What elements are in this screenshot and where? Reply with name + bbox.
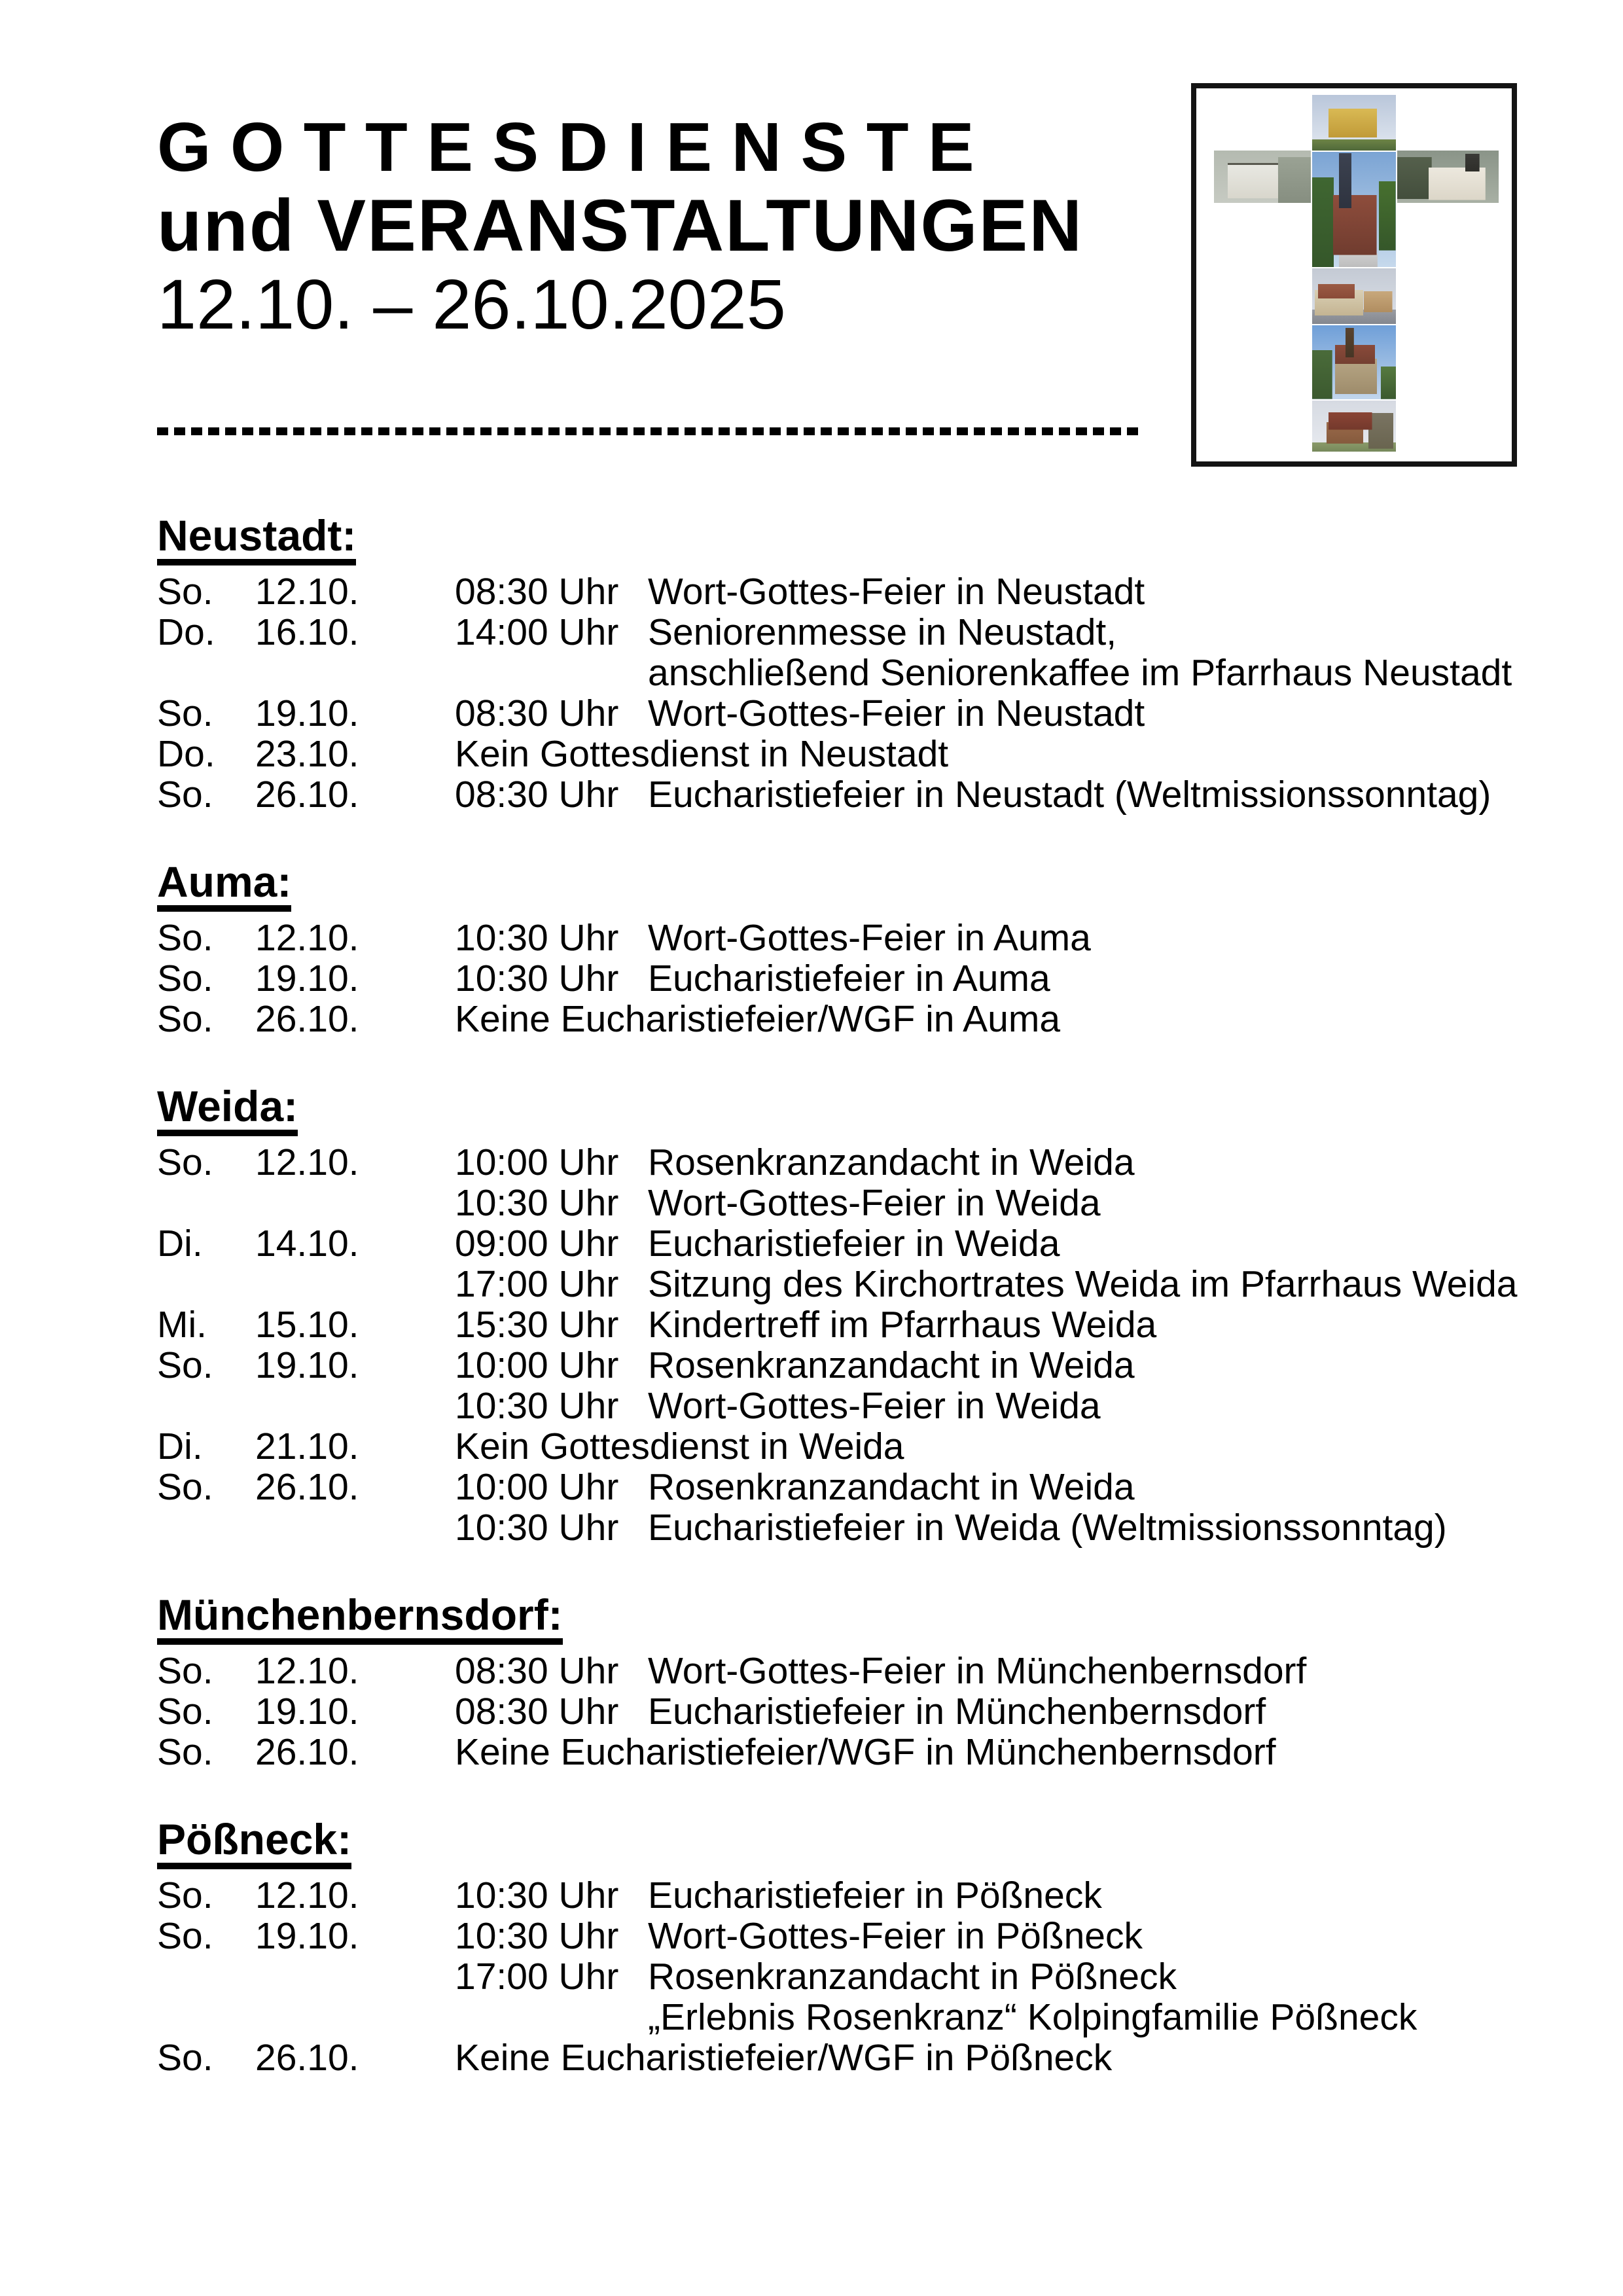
row-time: 17:00 Uhr	[455, 1263, 619, 1305]
row-date: 16.10.	[255, 611, 359, 653]
row-day: So.	[157, 958, 213, 999]
row-day: So.	[157, 1874, 213, 1916]
section-poessneck	[157, 1815, 1623, 2079]
row-time	[455, 1997, 648, 2037]
row-date: 23.10.	[255, 733, 359, 775]
row-text: Rosenkranzandacht in Pößneck	[648, 1956, 1177, 1998]
row-text: Kindertreff im Pfarrhaus Weida	[648, 1304, 1157, 1346]
row-date: 12.10.	[255, 1650, 359, 1692]
section-muenchenbernsdorf	[157, 1590, 1623, 1773]
row-time: 10:30 Uhr	[455, 1507, 619, 1549]
section-heading-label: Münchenbernsdorf:	[157, 1593, 563, 1645]
section-heading-label: Weida:	[157, 1085, 298, 1136]
row-date	[255, 1386, 455, 1426]
section-rows	[157, 1875, 1623, 2078]
row-date: 15.10.	[255, 1304, 359, 1346]
row-day	[157, 1183, 255, 1223]
row-day	[157, 1997, 255, 2037]
row-day: Do.	[157, 611, 215, 653]
row-text: Wort-Gottes-Feier in Pößneck	[648, 1915, 1143, 1957]
section-rows	[157, 1142, 1623, 1548]
photo-market-street	[1312, 268, 1396, 324]
row-time: 08:30 Uhr	[455, 692, 619, 734]
row-day: So.	[157, 1650, 213, 1692]
row-text: Rosenkranzandacht in Weida	[648, 1344, 1135, 1386]
row-day: So.	[157, 2037, 213, 2079]
row-day: Do.	[157, 733, 215, 775]
row-time: 10:30 Uhr	[455, 958, 619, 999]
row-text: Sitzung des Kirchortrates Weida im Pfarrhaus Weida	[648, 1263, 1518, 1305]
row-date: 26.10.	[255, 1731, 359, 1773]
row-day: Di.	[157, 1223, 203, 1265]
section-heading-label: Auma:	[157, 860, 291, 912]
row-day: So.	[157, 917, 213, 959]
row-text: Eucharistiefeier in Münchenbernsdorf	[648, 1691, 1266, 1732]
row-text: Eucharistiefeier in Pößneck	[648, 1874, 1102, 1916]
row-day: So.	[157, 1691, 213, 1732]
section-heading-label: Neustadt:	[157, 514, 356, 565]
dashed-divider	[157, 427, 1140, 435]
photo-half-timbered-house	[1214, 151, 1311, 203]
row-text: Rosenkranzandacht in Weida	[648, 1466, 1135, 1508]
row-time: 17:00 Uhr	[455, 1956, 619, 1998]
title-line-veranstaltungen: und VERANSTALTUNGEN	[157, 185, 1084, 266]
row-date: 26.10.	[255, 1466, 359, 1508]
row-time: 10:30 Uhr	[455, 1915, 619, 1957]
title-date-range: 12.10. – 26.10.2025	[157, 264, 786, 344]
section-rows	[157, 918, 1623, 1039]
row-time: 08:30 Uhr	[455, 1691, 619, 1732]
row-text: Seniorenmesse in Neustadt,	[648, 611, 1117, 653]
row-date: 12.10.	[255, 571, 359, 613]
row-day: Di.	[157, 1426, 203, 1467]
row-text: Keine Eucharistiefeier/WGF in Münchenbernsdorf	[455, 1731, 1276, 1773]
row-time: 10:30 Uhr	[455, 1385, 619, 1427]
row-day: So.	[157, 1731, 213, 1773]
row-time: 10:00 Uhr	[455, 1344, 619, 1386]
row-time: 10:30 Uhr	[455, 1182, 619, 1224]
section-weida	[157, 1082, 1623, 1549]
row-day	[157, 1264, 255, 1304]
row-day	[157, 1386, 255, 1426]
row-day: So.	[157, 774, 213, 816]
section-heading-label: Pößneck:	[157, 1818, 351, 1869]
section-heading-poessneck	[157, 1815, 1623, 1869]
section-heading-muenchenbernsdorf	[157, 1590, 1623, 1645]
row-text: Eucharistiefeier in Auma	[648, 958, 1050, 999]
row-date	[255, 1183, 455, 1223]
row-date: 19.10.	[255, 1915, 359, 1957]
row-day: Mi.	[157, 1304, 207, 1346]
row-time: 09:00 Uhr	[455, 1223, 619, 1265]
row-date: 26.10.	[255, 774, 359, 816]
row-text: Rosenkranzandacht in Weida	[648, 1141, 1135, 1183]
section-heading-weida	[157, 1082, 1623, 1136]
row-time: 10:00 Uhr	[455, 1466, 619, 1508]
row-text: Wort-Gottes-Feier in Auma	[648, 917, 1091, 959]
row-text: Wort-Gottes-Feier in Weida	[648, 1385, 1101, 1427]
row-date: 14.10.	[255, 1223, 359, 1265]
row-day: So.	[157, 1141, 213, 1183]
row-date	[255, 1956, 455, 1997]
row-day: So.	[157, 692, 213, 734]
row-date: 12.10.	[255, 1874, 359, 1916]
row-text: anschließend Seniorenkaffee im Pfarrhaus Neustadt	[648, 652, 1512, 694]
title-line-gottesdienste: G O T T E S D I E N S T E	[157, 109, 974, 186]
row-time	[455, 653, 648, 693]
row-day	[157, 1956, 255, 1997]
row-text: Keine Eucharistiefeier/WGF in Pößneck	[455, 2037, 1113, 2079]
row-date: 26.10.	[255, 2037, 359, 2079]
row-date	[255, 653, 455, 693]
row-date	[255, 1507, 455, 1548]
row-date: 26.10.	[255, 998, 359, 1040]
section-auma	[157, 857, 1623, 1040]
row-time: 08:30 Uhr	[455, 571, 619, 613]
photo-bell-tower-building	[1397, 151, 1499, 203]
section-rows	[157, 571, 1623, 815]
photo-autumn-church	[1312, 401, 1396, 452]
row-day: So.	[157, 1915, 213, 1957]
row-date: 19.10.	[255, 1691, 359, 1732]
row-date: 19.10.	[255, 1344, 359, 1386]
row-time: 10:00 Uhr	[455, 1141, 619, 1183]
row-date: 19.10.	[255, 958, 359, 999]
row-text: Eucharistiefeier in Neustadt (Weltmissionssonntag)	[648, 774, 1491, 816]
row-text: Eucharistiefeier in Weida	[648, 1223, 1060, 1265]
row-text: Kein Gottesdienst in Weida	[455, 1426, 904, 1467]
row-day: So.	[157, 1344, 213, 1386]
row-text: Eucharistiefeier in Weida (Weltmissionssonntag)	[648, 1507, 1447, 1549]
row-time: 14:00 Uhr	[455, 611, 619, 653]
row-time: 15:30 Uhr	[455, 1304, 619, 1346]
row-time: 08:30 Uhr	[455, 774, 619, 816]
row-text: Keine Eucharistiefeier/WGF in Auma	[455, 998, 1061, 1040]
section-heading-auma	[157, 857, 1623, 912]
schedule	[157, 511, 1623, 2123]
church-photo-cross-collage	[1191, 83, 1517, 467]
row-text: Wort-Gottes-Feier in Neustadt	[648, 571, 1145, 613]
row-day	[157, 653, 255, 693]
row-text: Wort-Gottes-Feier in Münchenbernsdorf	[648, 1650, 1307, 1692]
row-text: Wort-Gottes-Feier in Neustadt	[648, 692, 1145, 734]
section-rows	[157, 1651, 1623, 1772]
photo-yellow-house	[1312, 95, 1396, 151]
row-text: „Erlebnis Rosenkranz“ Kolpingfamilie Pößneck	[648, 1996, 1418, 2038]
photo-brick-church	[1312, 152, 1396, 267]
row-time: 10:30 Uhr	[455, 917, 619, 959]
row-date	[255, 1997, 455, 2037]
document-title	[157, 108, 1083, 344]
row-text: Kein Gottesdienst in Neustadt	[455, 733, 949, 775]
row-day: So.	[157, 998, 213, 1040]
row-date: 19.10.	[255, 692, 359, 734]
row-day: So.	[157, 1466, 213, 1508]
row-date: 21.10.	[255, 1426, 359, 1467]
row-date: 12.10.	[255, 1141, 359, 1183]
row-time: 08:30 Uhr	[455, 1650, 619, 1692]
section-neustadt	[157, 511, 1623, 816]
photo-stone-church	[1312, 325, 1396, 399]
row-day: So.	[157, 571, 213, 613]
row-time: 10:30 Uhr	[455, 1874, 619, 1916]
row-text: Wort-Gottes-Feier in Weida	[648, 1182, 1101, 1224]
row-day	[157, 1507, 255, 1548]
row-date: 12.10.	[255, 917, 359, 959]
row-date	[255, 1264, 455, 1304]
section-heading-neustadt	[157, 511, 1623, 565]
